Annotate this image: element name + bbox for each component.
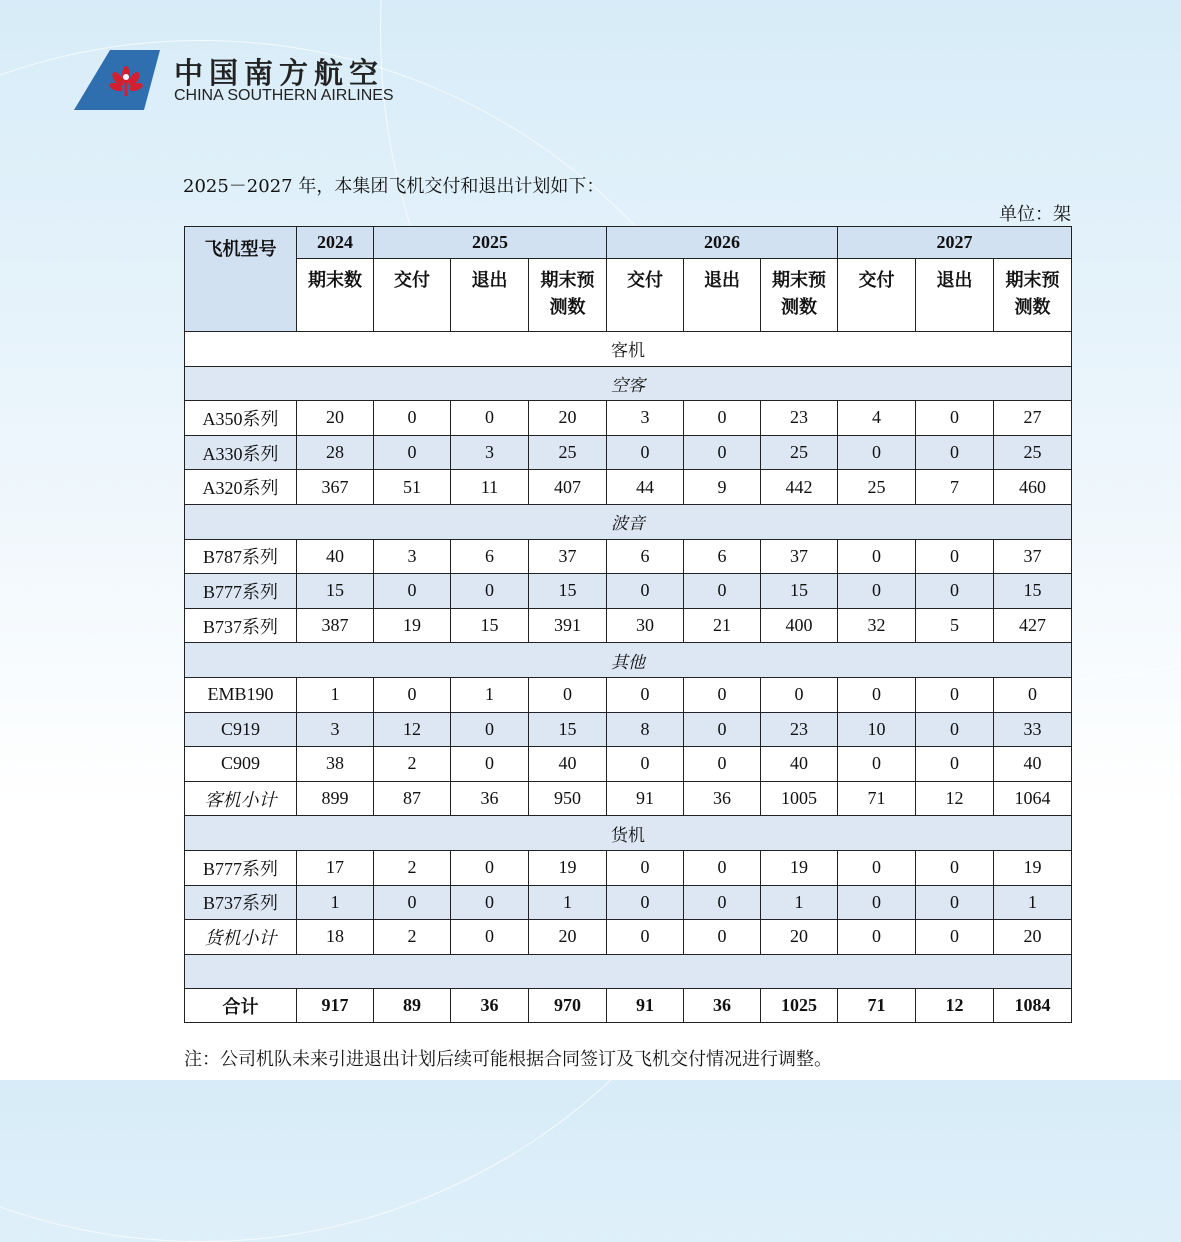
value-cell: 1 [297, 885, 374, 920]
aircraft-type-cell: 货机小计 [185, 920, 297, 955]
table-row [185, 470, 1072, 505]
header-delivery: 交付 [374, 259, 451, 332]
header-period-end: 期末数 [297, 259, 374, 332]
value-cell: 51 [374, 470, 451, 505]
table-body [185, 332, 1072, 1023]
value-cell: 0 [607, 885, 684, 920]
intro-text: 2025－2027 年，本集团飞机交付和退出计划如下： [183, 176, 605, 197]
value-cell: 12 [916, 989, 994, 1023]
header-forecast: 期末预 测数 [529, 259, 607, 332]
value-cell: 0 [684, 712, 761, 747]
value-cell: 40 [994, 747, 1072, 782]
value-cell: 37 [529, 539, 607, 574]
value-cell: 387 [297, 608, 374, 643]
value-cell: 0 [684, 574, 761, 609]
table-row [185, 677, 1072, 712]
value-cell: 12 [374, 712, 451, 747]
value-cell: 15 [994, 574, 1072, 609]
value-cell: 2 [374, 850, 451, 885]
value-cell: 23 [761, 401, 838, 436]
value-cell: 0 [684, 885, 761, 920]
table-row [185, 920, 1072, 955]
value-cell: 0 [838, 885, 916, 920]
table-row [185, 850, 1072, 885]
value-cell: 19 [761, 850, 838, 885]
value-cell: 89 [374, 989, 451, 1023]
value-cell: 15 [297, 574, 374, 609]
table-row [185, 574, 1072, 609]
value-cell: 15 [451, 608, 529, 643]
table-row [185, 885, 1072, 920]
section-label: 其他 [185, 643, 1072, 678]
value-cell: 0 [838, 539, 916, 574]
header-forecast: 期末预 测数 [761, 259, 838, 332]
value-cell: 0 [374, 435, 451, 470]
value-cell: 1 [529, 885, 607, 920]
aircraft-type-cell: A350系列 [185, 401, 297, 436]
logo-english-name: CHINA SOUTHERN AIRLINES [174, 87, 394, 104]
value-cell: 8 [607, 712, 684, 747]
value-cell: 0 [607, 677, 684, 712]
value-cell: 0 [451, 920, 529, 955]
value-cell: 36 [451, 781, 529, 816]
value-cell: 20 [761, 920, 838, 955]
value-cell: 9 [684, 470, 761, 505]
year-header-2026: 2026 [607, 227, 838, 259]
header-retire: 退出 [916, 259, 994, 332]
year-header-2027: 2027 [838, 227, 1072, 259]
aircraft-type-cell: B737系列 [185, 885, 297, 920]
value-cell: 23 [761, 712, 838, 747]
section-label: 客机 [185, 332, 1072, 367]
table-row [185, 401, 1072, 436]
value-cell: 0 [607, 920, 684, 955]
aircraft-type-cell: 合计 [185, 989, 297, 1023]
value-cell: 0 [838, 850, 916, 885]
value-cell: 0 [916, 747, 994, 782]
value-cell: 32 [838, 608, 916, 643]
unit-label: 单位：架 [999, 204, 1071, 225]
value-cell: 0 [607, 747, 684, 782]
value-cell: 6 [684, 539, 761, 574]
section-label: 空客 [185, 366, 1072, 401]
section-row [185, 332, 1072, 367]
value-cell: 7 [916, 470, 994, 505]
value-cell: 0 [761, 677, 838, 712]
value-cell: 0 [451, 574, 529, 609]
value-cell: 71 [838, 781, 916, 816]
value-cell: 1 [761, 885, 838, 920]
value-cell: 0 [451, 747, 529, 782]
value-cell: 3 [451, 435, 529, 470]
value-cell: 38 [297, 747, 374, 782]
value-cell: 6 [451, 539, 529, 574]
value-cell: 19 [994, 850, 1072, 885]
value-cell: 91 [607, 781, 684, 816]
value-cell: 0 [684, 747, 761, 782]
value-cell: 2 [374, 747, 451, 782]
value-cell: 1 [451, 677, 529, 712]
value-cell: 36 [684, 989, 761, 1023]
value-cell: 0 [916, 539, 994, 574]
value-cell: 0 [994, 677, 1072, 712]
table-row [185, 747, 1072, 782]
value-cell: 40 [761, 747, 838, 782]
value-cell: 0 [374, 677, 451, 712]
value-cell: 3 [297, 712, 374, 747]
airline-logo [74, 48, 404, 114]
value-cell: 0 [916, 850, 994, 885]
value-cell: 0 [451, 885, 529, 920]
section-row [185, 643, 1072, 678]
value-cell: 0 [374, 885, 451, 920]
value-cell: 427 [994, 608, 1072, 643]
value-cell: 17 [297, 850, 374, 885]
value-cell: 0 [374, 401, 451, 436]
value-cell: 27 [994, 401, 1072, 436]
value-cell: 0 [838, 677, 916, 712]
type-header: 飞机型号 [185, 227, 297, 332]
header-delivery: 交付 [838, 259, 916, 332]
value-cell: 0 [451, 850, 529, 885]
value-cell: 25 [994, 435, 1072, 470]
value-cell: 0 [607, 850, 684, 885]
section-label [185, 954, 1072, 989]
value-cell: 0 [451, 401, 529, 436]
value-cell: 400 [761, 608, 838, 643]
value-cell: 0 [684, 401, 761, 436]
value-cell: 1005 [761, 781, 838, 816]
aircraft-type-cell: B777系列 [185, 850, 297, 885]
value-cell: 0 [607, 435, 684, 470]
value-cell: 4 [838, 401, 916, 436]
section-label: 波音 [185, 504, 1072, 539]
value-cell: 0 [838, 574, 916, 609]
value-cell: 442 [761, 470, 838, 505]
value-cell: 0 [838, 435, 916, 470]
logo-chinese-name: 中国南方航空 [174, 56, 385, 90]
value-cell: 11 [451, 470, 529, 505]
value-cell: 87 [374, 781, 451, 816]
header-retire: 退出 [451, 259, 529, 332]
value-cell: 3 [374, 539, 451, 574]
value-cell: 0 [916, 435, 994, 470]
table-row [185, 781, 1072, 816]
table-row [185, 989, 1072, 1023]
value-cell: 0 [916, 574, 994, 609]
aircraft-type-cell: B777系列 [185, 574, 297, 609]
value-cell: 0 [916, 920, 994, 955]
value-cell: 37 [994, 539, 1072, 574]
value-cell: 44 [607, 470, 684, 505]
section-row [185, 366, 1072, 401]
year-header-2025: 2025 [374, 227, 607, 259]
value-cell: 10 [838, 712, 916, 747]
value-cell: 36 [684, 781, 761, 816]
value-cell: 0 [684, 677, 761, 712]
aircraft-type-cell: B737系列 [185, 608, 297, 643]
value-cell: 12 [916, 781, 994, 816]
aircraft-type-cell: C909 [185, 747, 297, 782]
value-cell: 20 [529, 401, 607, 436]
aircraft-type-cell: A330系列 [185, 435, 297, 470]
value-cell: 1025 [761, 989, 838, 1023]
table-row [185, 539, 1072, 574]
value-cell: 25 [838, 470, 916, 505]
value-cell: 0 [684, 850, 761, 885]
section-row [185, 954, 1072, 989]
value-cell: 1084 [994, 989, 1072, 1023]
value-cell: 899 [297, 781, 374, 816]
value-cell: 91 [607, 989, 684, 1023]
value-cell: 0 [916, 401, 994, 436]
value-cell: 15 [529, 712, 607, 747]
section-row [185, 504, 1072, 539]
footnote: 注：公司机队未来引进退出计划后续可能根据合同签订及飞机交付情况进行调整。 [184, 1049, 832, 1070]
value-cell: 0 [529, 677, 607, 712]
section-row [185, 816, 1072, 851]
value-cell: 33 [994, 712, 1072, 747]
table-row [185, 608, 1072, 643]
value-cell: 1 [297, 677, 374, 712]
value-cell: 21 [684, 608, 761, 643]
header-forecast: 期末预 测数 [994, 259, 1072, 332]
value-cell: 950 [529, 781, 607, 816]
column-header-row [185, 259, 1072, 332]
value-cell: 0 [374, 574, 451, 609]
value-cell: 20 [994, 920, 1072, 955]
header-retire: 退出 [684, 259, 761, 332]
value-cell: 71 [838, 989, 916, 1023]
value-cell: 0 [451, 712, 529, 747]
value-cell: 0 [838, 747, 916, 782]
value-cell: 460 [994, 470, 1072, 505]
value-cell: 15 [761, 574, 838, 609]
value-cell: 28 [297, 435, 374, 470]
value-cell: 391 [529, 608, 607, 643]
value-cell: 5 [916, 608, 994, 643]
value-cell: 3 [607, 401, 684, 436]
value-cell: 25 [761, 435, 838, 470]
aircraft-type-cell: B787系列 [185, 539, 297, 574]
value-cell: 0 [838, 920, 916, 955]
value-cell: 20 [297, 401, 374, 436]
aircraft-type-cell: A320系列 [185, 470, 297, 505]
value-cell: 36 [451, 989, 529, 1023]
fleet-plan-table [184, 226, 1072, 1023]
aircraft-type-cell: EMB190 [185, 677, 297, 712]
year-header-2024: 2024 [297, 227, 374, 259]
table-row [185, 435, 1072, 470]
value-cell: 18 [297, 920, 374, 955]
value-cell: 30 [607, 608, 684, 643]
aircraft-type-cell: C919 [185, 712, 297, 747]
year-header-row [185, 227, 1072, 259]
value-cell: 20 [529, 920, 607, 955]
value-cell: 2 [374, 920, 451, 955]
section-label: 货机 [185, 816, 1072, 851]
value-cell: 25 [529, 435, 607, 470]
value-cell: 19 [529, 850, 607, 885]
header-delivery: 交付 [607, 259, 684, 332]
value-cell: 37 [761, 539, 838, 574]
value-cell: 1 [994, 885, 1072, 920]
value-cell: 40 [529, 747, 607, 782]
value-cell: 19 [374, 608, 451, 643]
value-cell: 6 [607, 539, 684, 574]
value-cell: 367 [297, 470, 374, 505]
table-row [185, 712, 1072, 747]
value-cell: 15 [529, 574, 607, 609]
aircraft-type-cell: 客机小计 [185, 781, 297, 816]
value-cell: 0 [607, 574, 684, 609]
value-cell: 0 [684, 920, 761, 955]
value-cell: 917 [297, 989, 374, 1023]
value-cell: 0 [916, 712, 994, 747]
value-cell: 970 [529, 989, 607, 1023]
value-cell: 0 [916, 677, 994, 712]
value-cell: 407 [529, 470, 607, 505]
value-cell: 40 [297, 539, 374, 574]
value-cell: 0 [916, 885, 994, 920]
kapok-flower-icon [74, 48, 166, 112]
value-cell: 0 [684, 435, 761, 470]
value-cell: 1064 [994, 781, 1072, 816]
